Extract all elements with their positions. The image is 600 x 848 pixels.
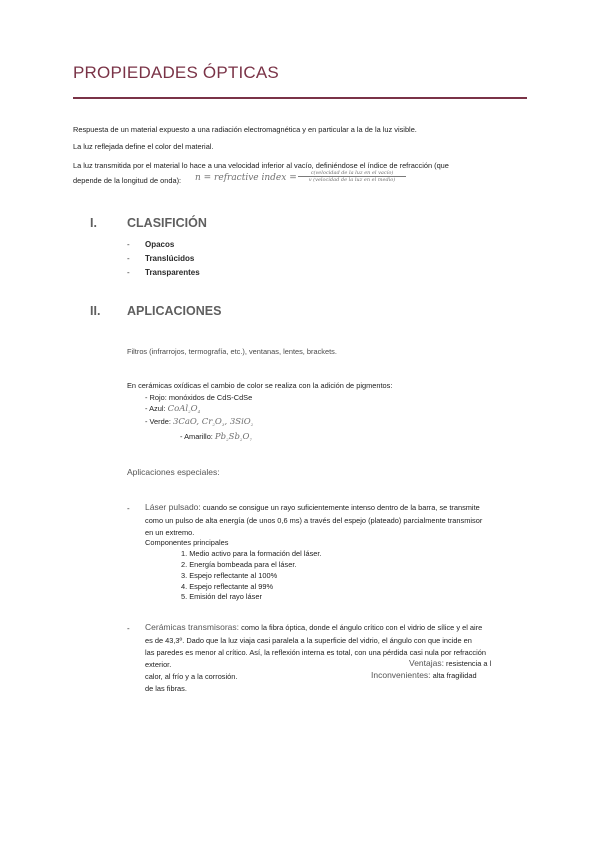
ceramics-text-3: las paredes es menor al crítico. Así, la reflexión interna es total, con una pérdida casi nula por refracción [145,648,486,657]
ceramics-text-4: exterior. [145,660,172,669]
special-applications-heading: Aplicaciones especiales: [127,467,220,477]
pigment-verde-formula: 3CaO, $Cr_2O_3$, 3SiO$_2$ [172,417,254,427]
inconvenientes-label: Inconvenientes: [371,670,431,680]
pigment-rojo: - Rojo: monóxidos de CdS-CdSe [145,393,253,402]
laser-term: Láser pulsado: [145,502,201,512]
ventajas-text: resistencia a l [446,659,492,668]
ceramics-paragraph-line-1 [145,622,482,632]
ceramics-text-2: es de 43,3º. Dado que la luz viaja casi paralela a la superficie del vidrio, el ángulo con que incide en [145,636,472,645]
ventajas-label: Ventajas: [409,658,444,668]
classification-item: Opacos [145,240,175,249]
component-item: 5. Emisión del rayo láser [181,592,262,601]
inconvenientes [371,670,477,680]
section-2-title: APLICACIONES [127,304,222,318]
laser-text-3: en un extremo. [145,528,195,537]
page-title: PROPIEDADES ÓPTICAS [73,63,279,82]
intro-line-1: Respuesta de un material expuesto a una radiación electromagnética y en particular a la de la luz visible. [73,125,417,134]
classification-item: Translúcidos [145,254,195,263]
intro-line-3: La luz transmitida por el material lo hace a una velocidad inferior al vacío, definiéndose el índice de refracción (que [73,161,449,170]
bullet-dash: - [127,254,130,263]
ventajas [409,658,491,668]
section-1-title: CLASIFICIÓN [127,216,207,230]
component-item: 4. Espejo reflectante al 99% [181,582,274,591]
intro-line-2: La luz reflejada define el color del material. [73,142,214,151]
pigment-azul [145,404,200,414]
ceramics-intro: En cerámicas oxídicas el cambio de color se realiza con la adición de pigmentos: [127,381,393,390]
ceramics-line-7: de las fibras. [145,684,187,693]
section-2-number: II. [90,304,101,318]
pigment-azul-formula: $CoAl_2O_4$ [167,404,201,414]
ceramics-term: Cerámicas transmisoras: [145,622,239,632]
pigment-amarillo-formula: $Pb_2Sb_2O_7$ [214,432,252,442]
fraction-denominator: v (velocidad de la luz en el medio) [308,176,396,183]
pigment-amarillo-label: - Amarillo: [180,432,213,441]
pigment-verde-label: - Verde: [145,417,171,426]
title-underline [73,97,527,99]
ceramics-text-1: como la fibra óptica, donde el ángulo crítico con el vidrio de sílice y el aire [241,623,483,632]
component-item: 1. Medio activo para la formación del láser. [181,549,322,558]
bullet-dash: - [127,504,130,513]
filters-text: Filtros (infrarrojos, termografía, etc.), ventanas, lentes, brackets. [127,347,337,356]
pigment-amarillo [180,432,252,442]
laser-text-1: cuando se consigue un rayo suficientemente intenso dentro de la barra, se transmite [202,503,480,512]
laser-paragraph-line-1 [145,502,480,512]
section-1-number: I. [90,216,97,230]
pigment-azul-label: - Azul: [145,404,166,413]
pigment-verde [145,417,253,427]
fraction-numerator: c(velocidad de la luz en el vacío) [310,170,394,176]
refractive-index-formula: n = refractive index = [195,173,297,183]
classification-item: Transparentes [145,268,200,277]
bullet-dash: - [127,240,130,249]
bullet-dash: - [127,268,130,277]
component-item: 3. Espejo reflectante al 100% [181,571,278,580]
components-heading: Componentes principales [145,538,229,547]
intro-line-4: depende de la longitud de onda): [73,176,182,185]
component-item: 2. Energía bombeada para el láser. [181,560,297,569]
inconvenientes-text: alta fragilidad [432,671,477,680]
refractive-index-fraction [298,170,406,183]
bullet-dash: - [127,624,130,633]
ceramics-line-6: calor, al frío y a la corrosión. [145,672,238,681]
laser-text-2: como un pulso de alta energía (de unos 0,6 ms) a través del espejo (plateado) parcialmente transmisor [145,516,483,525]
